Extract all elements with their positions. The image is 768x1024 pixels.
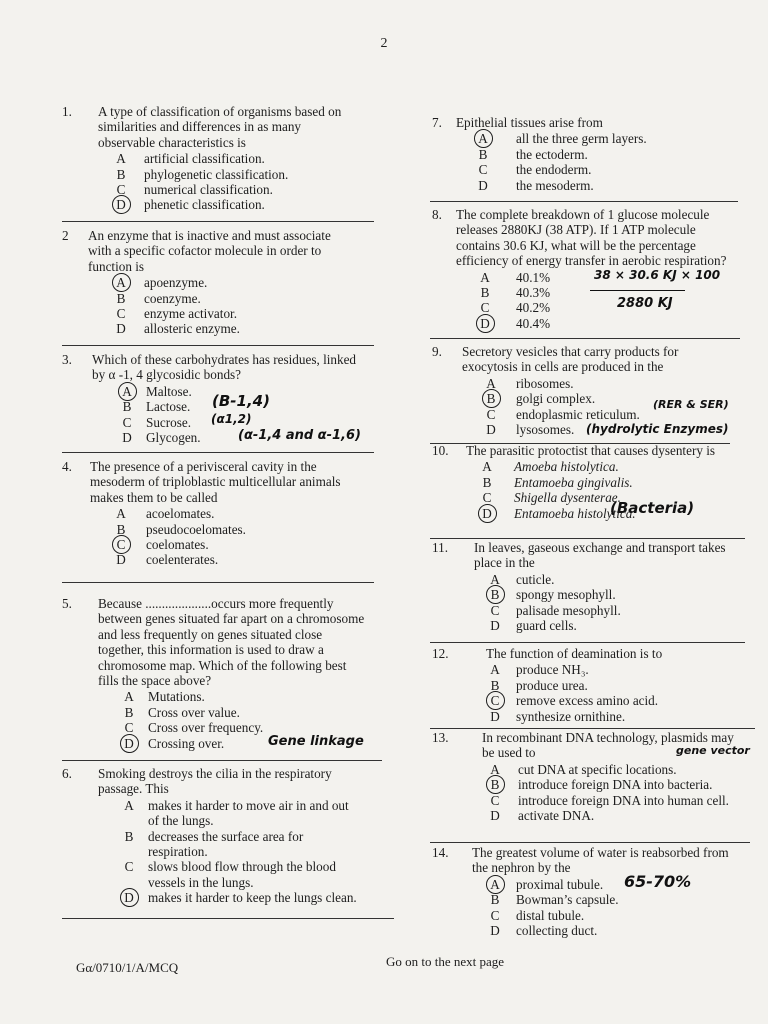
option-text <box>516 709 625 724</box>
option-text <box>146 522 246 537</box>
question-number: 13. <box>432 730 449 745</box>
option-letter: B <box>124 828 134 844</box>
option-text <box>144 182 273 197</box>
option-letter: C <box>486 406 496 422</box>
circled-answer-letter: C <box>486 693 504 708</box>
option-letter: D <box>122 430 132 445</box>
handwritten-note: gene vector <box>676 744 750 757</box>
option-text-line: vessels in the lungs. <box>148 874 254 890</box>
option-letter: C <box>122 414 132 430</box>
option-text <box>516 270 550 285</box>
option-letter: A <box>490 662 500 678</box>
circled-answer-letter: B <box>482 391 500 406</box>
separator-line <box>430 728 755 729</box>
stem-line: makes them to be called <box>90 489 218 505</box>
option-text <box>516 693 658 708</box>
option-text <box>516 618 577 633</box>
option-text-line: acoelomates. <box>146 506 215 522</box>
option-text-line: Glycogen. <box>146 430 201 445</box>
stem-line: passage. This <box>98 781 169 797</box>
stem-line: An enzyme that is inactive and must associate <box>88 228 331 243</box>
option-text <box>144 197 265 212</box>
option-text-line: Bowman’s capsule. <box>516 892 619 908</box>
stem-line: Because ....................occurs more frequently <box>98 596 334 611</box>
option-text <box>516 147 588 162</box>
separator-line <box>62 582 374 583</box>
stem-line: Which of these carbohydrates has residues, linked <box>92 352 357 367</box>
option-text <box>516 407 640 422</box>
stem-line: observable characteristics is <box>98 134 246 150</box>
option-text-line: cut DNA at specific locations. <box>518 761 677 777</box>
exam-code: Gα/0710/1/A/MCQ <box>76 960 179 975</box>
option-letter: B <box>116 166 126 182</box>
question-number: 8. <box>432 207 442 222</box>
option-text-line: 40.4% <box>516 315 551 331</box>
question-number: 5. <box>62 596 72 611</box>
question-stem <box>474 540 726 571</box>
circled-answer-letter: D <box>476 316 494 331</box>
question-stem <box>88 228 331 274</box>
separator-line <box>430 538 745 539</box>
option-letter: B <box>482 474 492 490</box>
option-text-line: the mesoderm. <box>516 177 594 193</box>
option-letter: A <box>490 571 500 587</box>
option-text-line: Crossing over. <box>148 735 225 751</box>
option-letter: C <box>490 602 500 618</box>
option-text-line: 40.2% <box>516 300 551 316</box>
option-text-line: produce urea. <box>516 677 588 693</box>
option-letter: A <box>482 459 492 475</box>
stem-line: The greatest volume of water is reabsorbed from <box>472 845 729 860</box>
question-stem <box>98 596 364 688</box>
option-text-line: Amoeba histolytica. <box>514 459 619 475</box>
option-text <box>516 587 616 602</box>
stem-line: mesoderm of triploblastic multicellular animals <box>90 474 341 490</box>
handwritten-note: (α-1,4 and α-1,6) <box>238 428 361 443</box>
stem-line: be used to <box>482 745 536 761</box>
option-letter: B <box>116 521 126 537</box>
handwritten-note: (α1,2) <box>211 412 252 426</box>
stem-line: The parasitic protoctist that causes dysentery is <box>466 443 716 458</box>
option-letter: D <box>478 177 488 193</box>
handwritten-note: (hydrolytic Enzymes) <box>586 422 729 436</box>
stem-line: with a specific cofactor molecule in order to <box>88 243 322 259</box>
option-text <box>518 793 729 808</box>
separator-line <box>62 345 374 346</box>
stem-line: fills the space above? <box>98 673 212 689</box>
option-letter: C <box>116 182 126 197</box>
option-text-line: Entamoeba gingivalis. <box>514 474 633 490</box>
question-number: 1. <box>62 104 72 119</box>
handwritten-note: 38 × 30.6 KJ × 100 <box>594 268 721 282</box>
option-letter: A <box>116 151 126 167</box>
stem-line: In leaves, gaseous exchange and transport takes <box>474 540 726 555</box>
option-text <box>516 422 574 437</box>
option-text-line: 40.1% <box>516 269 551 285</box>
separator-line <box>430 642 745 643</box>
stem-line: releases 2880KJ (38 ATP). If 1 ATP molecule <box>456 222 696 238</box>
separator-line <box>62 760 382 761</box>
question-number: 6. <box>62 766 72 781</box>
option-text <box>516 678 588 693</box>
handwritten-note: (Bacteria) <box>610 499 695 517</box>
option-text <box>148 720 263 735</box>
question-number: 9. <box>432 344 442 359</box>
circled-answer-letter: D <box>120 890 138 905</box>
option-letter: A <box>116 506 126 522</box>
option-text-line: Sucrose. <box>146 414 192 430</box>
option-text-line: remove excess amino acid. <box>516 693 659 709</box>
option-text-line: 40.3% <box>516 285 551 300</box>
option-text-line: respiration. <box>148 844 208 859</box>
circled-answer-letter: D <box>120 736 138 751</box>
option-text <box>518 762 677 777</box>
question-number: 10. <box>432 443 449 458</box>
option-text-line: phylogenetic classification. <box>144 166 289 182</box>
option-text-line: Cross over value. <box>148 704 240 720</box>
stem-line: exocytosis in cells are produced in the <box>462 359 664 375</box>
stem-line: efficiency of energy transfer in aerobic respiration? <box>456 253 727 269</box>
option-text <box>516 391 595 406</box>
option-text-line: allosteric enzyme. <box>144 321 240 337</box>
option-text <box>148 736 224 751</box>
option-text <box>146 384 192 399</box>
option-text <box>148 829 303 860</box>
option-text-line: the ectoderm. <box>516 146 588 162</box>
option-text <box>144 167 288 182</box>
stem-line: The presence of a perivisceral cavity in the <box>90 459 317 474</box>
stem-line: together, this information is used to draw a <box>98 642 324 658</box>
option-text <box>514 475 633 490</box>
stem-line: the nephron by the <box>472 860 571 876</box>
option-letter: D <box>116 552 126 568</box>
option-text-line: Shigella dysenterae. <box>514 490 621 506</box>
option-text-line: proximal tubule. <box>516 876 604 892</box>
stem-line: place in the <box>474 555 535 571</box>
question-stem <box>90 459 341 505</box>
option-text <box>146 415 191 430</box>
handwritten-note: Gene linkage <box>268 734 364 749</box>
option-text <box>146 537 209 552</box>
option-letter: B <box>490 892 500 908</box>
option-text <box>144 275 207 290</box>
option-text-line: enzyme activator. <box>144 306 238 321</box>
stem-line: In recombinant DNA technology, plasmids may <box>482 730 734 745</box>
option-text-line: all the three germ layers. <box>516 131 647 147</box>
circled-answer-letter: A <box>474 131 492 146</box>
option-letter: C <box>124 859 134 875</box>
handwritten-note: (RER & SER) <box>653 398 729 411</box>
option-text-line: slows blood flow through the blood <box>148 859 336 875</box>
option-text <box>148 798 349 829</box>
option-text-line: ribosomes. <box>516 375 574 391</box>
option-letter: B <box>122 399 132 415</box>
option-text <box>514 490 621 505</box>
option-text-line: collecting duct. <box>516 923 598 938</box>
question-number: 7. <box>432 115 442 130</box>
question-stem <box>98 104 341 150</box>
option-text <box>148 859 336 890</box>
option-text <box>144 321 240 336</box>
option-text-line: golgi complex. <box>516 391 596 407</box>
question-stem <box>486 646 662 661</box>
option-text <box>148 705 240 720</box>
option-letter: B <box>490 677 500 693</box>
question-number: 11. <box>432 540 448 555</box>
option-letter: B <box>478 146 488 162</box>
question-number: 3. <box>62 352 72 367</box>
circled-answer-letter: B <box>486 777 504 792</box>
stem-line: Epithelial tissues arise from <box>456 115 603 130</box>
option-text-line: decreases the surface area for <box>148 828 304 844</box>
option-text <box>518 808 594 823</box>
circled-answer-letter: A <box>112 275 130 290</box>
option-text <box>516 376 574 391</box>
circled-answer-letter: D <box>112 197 130 212</box>
option-letter: D <box>490 618 500 633</box>
handwritten-note: 65-70% <box>624 872 692 891</box>
option-text-line: introduce foreign DNA into bacteria. <box>518 777 713 793</box>
option-letter: D <box>486 422 496 437</box>
option-letter: B <box>124 704 134 720</box>
option-text <box>516 178 594 193</box>
stem-line: chromosome map. Which of the following best <box>98 657 347 673</box>
option-text-line: lysosomes. <box>516 422 575 437</box>
option-text-line: makes it harder to keep the lungs clean. <box>148 890 357 906</box>
option-text-line: pseudocoelomates. <box>146 521 246 537</box>
option-text-line: coenzyme. <box>144 290 201 306</box>
option-text-line: Cross over frequency. <box>148 720 264 736</box>
option-text <box>146 430 201 445</box>
option-letter: A <box>490 761 500 777</box>
circled-answer-letter: D <box>478 506 496 521</box>
stem-line: A type of classification of organisms based on <box>98 104 342 119</box>
stem-line: similarities and differences in as many <box>98 119 302 135</box>
option-text <box>516 285 550 300</box>
stem-line: The function of deamination is to <box>486 646 663 661</box>
option-text-line: Mutations. <box>148 689 205 705</box>
option-text-line: palisade mesophyll. <box>516 602 621 618</box>
fraction-line <box>590 290 685 291</box>
question-stem <box>456 207 726 269</box>
stem-line: Secretory vesicles that carry products for <box>462 344 679 359</box>
option-text <box>516 877 603 892</box>
option-text-line: numerical classification. <box>144 182 273 197</box>
option-letter: A <box>124 689 134 705</box>
separator-line <box>62 221 374 222</box>
separator-line <box>62 452 374 453</box>
option-text-line: activate DNA. <box>518 808 595 823</box>
next-page-note: Go on to the next page <box>386 954 505 969</box>
question-number: 4. <box>62 459 72 474</box>
circled-answer-letter: C <box>112 537 130 552</box>
option-text <box>514 459 619 474</box>
option-text-line: cuticle. <box>516 571 555 587</box>
option-text <box>516 892 619 907</box>
question-number: 12. <box>432 646 449 661</box>
stem-line: Smoking destroys the cilia in the respiratory <box>98 766 332 781</box>
option-text-line: phenetic classification. <box>144 197 265 213</box>
question-number: 14. <box>432 845 449 860</box>
option-text <box>146 552 218 567</box>
option-letter: C <box>478 162 488 178</box>
option-text-line: guard cells. <box>516 618 577 633</box>
option-text-line: introduce foreign DNA into human cell. <box>518 792 729 808</box>
stem-line: function is <box>88 258 145 274</box>
option-letter: A <box>486 375 496 391</box>
option-letter: A <box>124 797 134 813</box>
option-text <box>148 890 357 905</box>
circled-answer-letter: B <box>486 587 504 602</box>
option-letter: D <box>116 321 126 337</box>
option-letter: C <box>480 300 490 316</box>
circled-answer-letter: A <box>118 384 136 399</box>
option-text-line: apoenzyme. <box>144 275 208 291</box>
option-text <box>516 316 550 331</box>
option-text-line: synthesize ornithine. <box>516 708 626 724</box>
option-text <box>516 662 589 677</box>
option-text <box>516 300 550 315</box>
option-letter: D <box>490 708 500 724</box>
option-text <box>516 908 584 923</box>
option-text <box>516 603 621 618</box>
option-text <box>148 689 205 704</box>
option-letter: C <box>116 306 126 321</box>
option-text <box>146 399 190 414</box>
stem-line: and less frequently on genes situated close <box>98 626 323 642</box>
separator-line <box>430 443 730 444</box>
option-text-line: produce NH₃. <box>516 662 589 678</box>
option-text <box>518 777 712 792</box>
option-text-line: coelomates. <box>146 537 209 552</box>
option-letter: C <box>124 720 134 736</box>
separator-line <box>430 201 738 202</box>
option-text-line: makes it harder to move air in and out <box>148 797 349 813</box>
option-text <box>516 131 647 146</box>
option-text <box>144 306 237 321</box>
circled-answer-letter: A <box>486 877 504 892</box>
option-letter: D <box>490 923 500 938</box>
option-letter: C <box>490 792 500 808</box>
question-stem <box>98 766 332 797</box>
stem-line: between genes situated far apart on a chromosome <box>98 611 365 627</box>
separator-line <box>430 842 750 843</box>
question-stem <box>456 115 603 130</box>
option-letter: B <box>480 285 490 300</box>
stem-line: The complete breakdown of 1 glucose molecule <box>456 207 710 222</box>
option-text <box>516 923 597 938</box>
option-text <box>144 151 265 166</box>
option-text-line: distal tubule. <box>516 907 585 923</box>
option-text-line: Maltose. <box>146 383 192 399</box>
option-letter: B <box>116 290 126 306</box>
option-text-line: the endoderm. <box>516 162 592 178</box>
option-text <box>516 572 554 587</box>
option-text-line: of the lungs. <box>148 813 214 829</box>
handwritten-note: (B-1,4) <box>212 392 270 410</box>
question-stem <box>466 443 715 458</box>
stem-line: contains 30.6 KJ, what will be the percentage <box>456 237 696 253</box>
option-letter: A <box>480 269 490 285</box>
question-number: 2 <box>62 228 69 243</box>
handwritten-note: 2880 KJ <box>617 296 673 311</box>
option-letter: C <box>482 490 492 506</box>
stem-line: by α -1, 4 glycosidic bonds? <box>92 367 242 383</box>
option-text <box>144 291 201 306</box>
separator-line <box>62 918 394 919</box>
question-stem <box>92 352 356 383</box>
question-stem <box>462 344 678 375</box>
option-text <box>146 506 214 521</box>
option-text-line: spongy mesophyll. <box>516 587 616 603</box>
option-letter: C <box>490 907 500 923</box>
page-number: 2 <box>380 36 388 51</box>
option-text-line: endoplasmic reticulum. <box>516 406 640 422</box>
option-text-line: Lactose. <box>146 399 191 415</box>
option-letter: D <box>490 808 500 823</box>
option-text <box>516 162 591 177</box>
option-text-line: coelenterates. <box>146 552 219 568</box>
option-text-line: Entamoeba histolytica. <box>514 505 636 521</box>
option-text-line: artificial classification. <box>144 151 265 167</box>
separator-line <box>430 338 740 339</box>
